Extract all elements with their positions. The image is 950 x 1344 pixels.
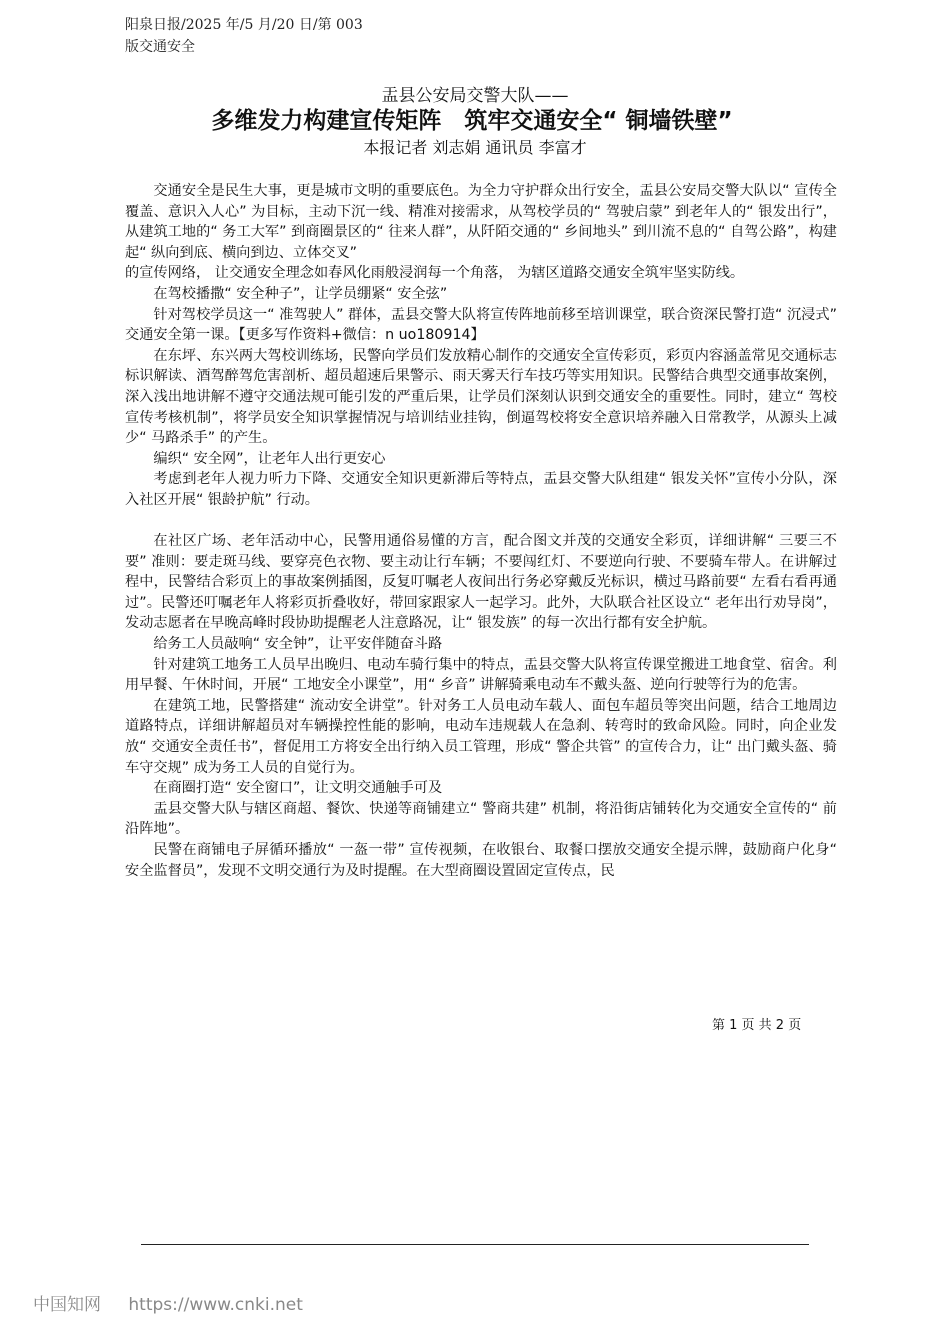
source-line: 阳泉日报/2025 年/5 月/20 日/第 003	[125, 17, 363, 33]
paragraph: 在建筑工地，民警搭建“ 流动安全讲堂”。针对务工人员电动车载人、面包车超员等突出问题，结合工地周边道路特点，详细讲解超员对车辆操控性能的影响，电动车违规载人在急刹、转弯时的致命风险。同时，向企业发放“ 交通安全责任书”，督促用工方将安全出行纳入员工管理，形成“ 警企共管” 的宣传合力，让“ 出门戴头盔、骑车守交规” 成为务工人员的自觉行为。	[125, 697, 837, 776]
page-number: 第 1 页 共 2 页	[712, 1018, 802, 1033]
article-title: 多维发力构建宣传矩阵 筑牢交通安全“ 铜墙铁壁”	[211, 108, 733, 134]
article-byline: 本报记者 刘志娟 通讯员 李富才	[363, 138, 587, 157]
cnki-url[interactable]: https://www.cnki.net	[128, 1295, 303, 1315]
paragraph: 在东坪、东兴两大驾校训练场，民警向学员们发放精心制作的交通安全宣传彩页，彩页内容涵盖常见交通标志标识解读、酒驾醉驾危害剖析、超员超速后果警示、雨天雾天行车技巧等实用知识。民警结合典型交通事故案例，深入浅出地讲解不遵守交通法规可能引发的严重后果，让学员们深刻认识到交通安全的重要性。同时，建立“ 驾校宣传考核机制”，将学员安全知识掌握情况与培训结业挂钩，倒逼驾校将安全意识培养融入日常教学，从源头上减少“ 马路杀手” 的产生。	[125, 347, 837, 447]
section-heading: 在驾校播撒“ 安全种子”，让学员绷紧“ 安全弦”	[153, 285, 448, 302]
paragraph: 的宣传网络， 让交通安全理念如春风化雨般浸润每一个角落， 为辖区道路交通安全筑牢坚实防线。	[125, 265, 745, 282]
footer-divider	[141, 1244, 809, 1245]
paragraph: 交通安全是民生大事，更是城市文明的重要底色。为全力守护群众出行安全，盂县公安局交警大队以“ 宣传全覆盖、意识入人心” 为目标，主动下沉一线、精准对接需求，从驾校学员的“ 驾驶启蒙” 到老年人的“ 银发出行”，从建筑工地的“ 务工大军” 到商圈景区的“ 往来人群”，从阡陌交通的“ 乡间地头” 到川流不息的“ 自驾公路”，构建起“ 纵向到底、横向到边、立体交叉”	[125, 183, 837, 261]
article-kicker: 盂县公安局交警大队——	[381, 86, 569, 106]
publication-info	[125, 14, 363, 58]
paragraph: 盂县交警大队与辖区商超、餐饮、快递等商铺建立“ 警商共建” 机制，将沿街店铺转化为交通安全宣传的“ 前沿阵地”。	[125, 800, 837, 838]
paragraph: 考虑到老年人视力听力下降、交通安全知识更新滞后等特点，盂县交警大队组建“ 银发关怀”宣传小分队，深入社区开展“ 银龄护航” 行动。	[125, 471, 837, 508]
paragraph: 针对驾校学员这一“ 准驾驶人” 群体，盂县交警大队将宣传阵地前移至培训课堂，联合资深民警打造“ 沉浸式” 交通安全第一课。【更多写作资料+微信：n uo180914】	[125, 306, 837, 344]
section-heading: 在商圈打造“ 安全窗口”，让文明交通触手可及	[153, 780, 443, 797]
paragraph: 在社区广场、老年活动中心，民警用通俗易懂的方言，配合图文并茂的交通安全彩页，详细讲解“ 三要三不要” 准则：要走斑马线、要穿亮色衣物、要主动让行车辆；不要闯红灯、不要逆向行驶、不要骑车带人。在讲解过程中，民警结合彩页上的事故案例插图，反复叮嘱老人夜间出行务必穿戴反光标识，横过马路前要“ 左看右看再通过”。民警还叮嘱老年人将彩页折叠收好，带回家跟家人一起学习。此外，大队联合社区设立“ 老年出行劝导岗”，发动志愿者在早晚高峰时段协助提醒老人注意路况，让“ 银发族” 的每一次出行都有安全护航。	[125, 533, 837, 632]
footer	[33, 1293, 325, 1317]
section-heading: 编织“ 安全网”，让老年人出行更安心	[153, 450, 386, 467]
section-line: 版交通安全	[125, 39, 195, 55]
section-heading: 给务工人员敲响“ 安全钟”，让平安伴随奋斗路	[153, 636, 443, 653]
cnki-brand: 中国知网	[33, 1295, 101, 1315]
article-body	[125, 181, 837, 881]
blank-line	[125, 511, 837, 532]
paragraph: 民警在商铺电子屏循环播放“ 一盔一带” 宣传视频，在收银台、取餐口摆放交通安全提示牌，鼓励商户化身“ 安全监督员”，发现不文明交通行为及时提醒。在大型商圈设置固定宣传点，民	[125, 842, 837, 879]
paragraph: 针对建筑工地务工人员早出晚归、电动车骑行集中的特点，盂县交警大队将宣传课堂搬进工地食堂、宿舍。利用早餐、午休时间，开展“ 工地安全小课堂”，用“ 乡音” 讲解骑乘电动车不戴头盔、逆向行驶等行为的危害。	[125, 656, 837, 694]
